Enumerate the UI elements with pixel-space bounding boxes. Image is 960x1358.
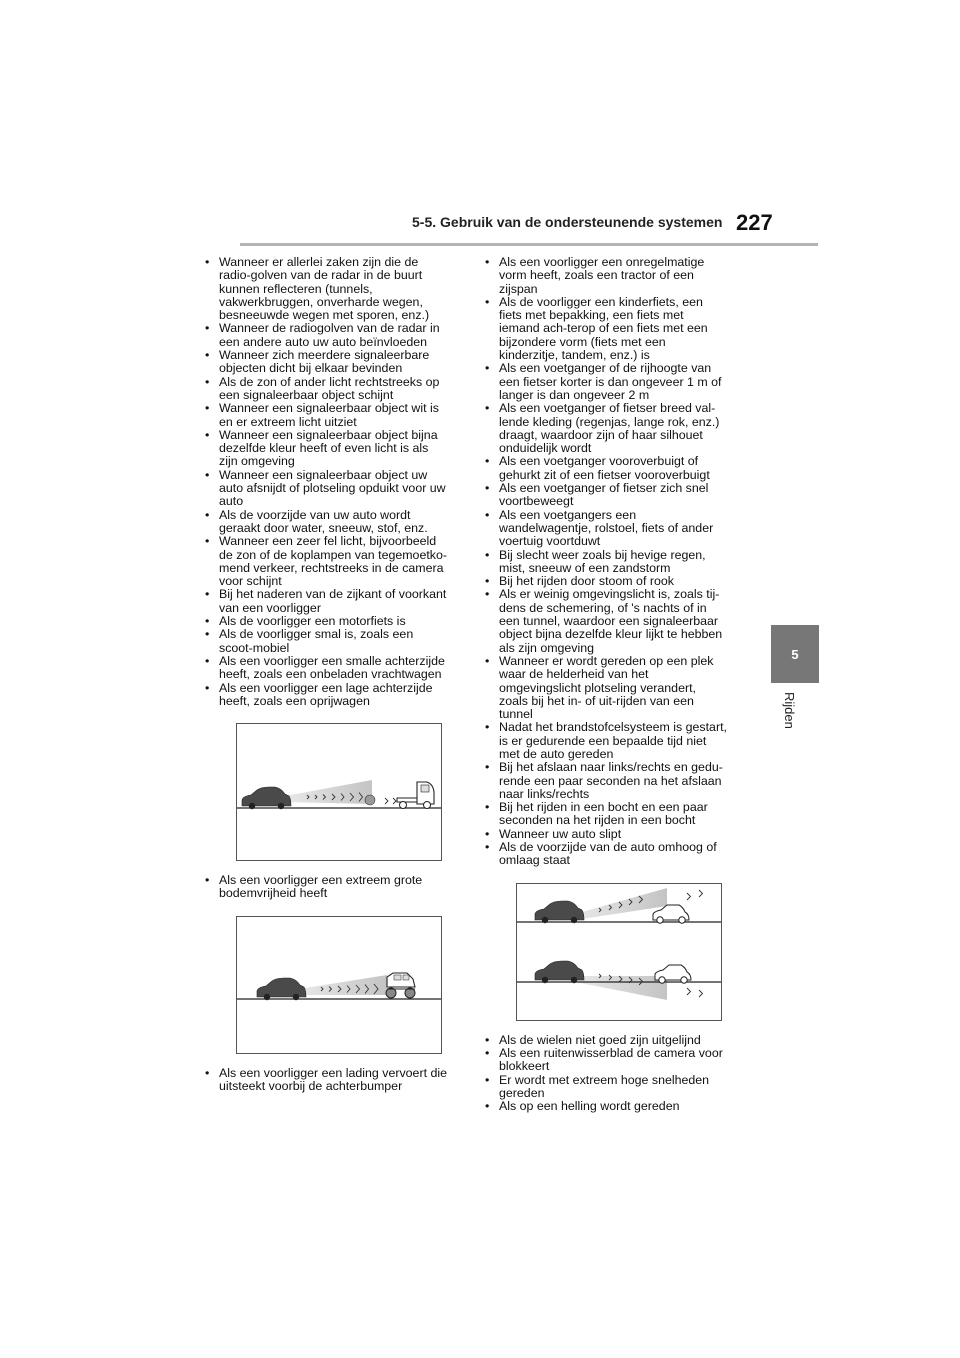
- list-item: • Wanneer er wordt gereden op een plek waar de helderheid van het omgevingslicht plotseling verandert, zoals bij het in- of uit-rijden van een tunnel: [479, 655, 727, 721]
- list-item: • Als een voetganger of fietser zich snel voortbeweegt: [479, 482, 727, 509]
- list-item: • Bij het rijden door stoom of rook: [479, 575, 727, 588]
- list-item: • Als de voorligger een kinderfiets, een fiets met bepakking, een fiets met iemand ach-terop of een fiets met een bijzondere vorm (fiets met een kinderzitje, tandem, enz.) is: [479, 296, 727, 362]
- list-item: • Nadat het brandstofcelsysteem is gestart, is er gedurende een bepaalde tijd niet met de auto gereden: [479, 721, 727, 761]
- list-item: • Wanneer uw auto slipt: [479, 828, 727, 841]
- bullet-list: [199, 256, 447, 708]
- figure-empty-truck: [236, 723, 442, 861]
- bullet-list: [479, 256, 727, 868]
- list-item: • Als een voetganger of de rijhoogte van een fietser korter is dan ongeveer 1 m of langer is dan ongeveer 2 m: [479, 362, 727, 402]
- chapter-number: 5: [791, 646, 799, 662]
- bullet-list: [479, 1034, 727, 1114]
- page-number: 227: [736, 210, 773, 235]
- list-item: • Wanneer de radiogolven van de radar in een andere auto uw auto beïnvloeden: [199, 322, 447, 349]
- list-item: • Als er weinig omgevingslicht is, zoals tij-dens de schemering, of 's nachts of in een tunnel, waardoor een signaleerbaar object bijna dezelfde kleur lijkt te hebben als zijn omgeving: [479, 588, 727, 654]
- list-item: • Als een voetganger vooroverbuigt of gehurkt zit of een fietser vooroverbuigt: [479, 455, 727, 482]
- list-item: • Als de zon of ander licht rechtstreeks op een signaleerbaar object schijnt: [199, 376, 447, 403]
- list-item: • Bij het rijden in een bocht en een paar seconden na het rijden in een bocht: [479, 801, 727, 828]
- figure-high-clearance: [236, 916, 442, 1054]
- car-pitching-illustration: [517, 884, 721, 1020]
- list-item: • Als een voorligger een smalle achterzijde heeft, zoals een onbeladen vrachtwagen: [199, 655, 447, 682]
- list-item: • Wanneer zich meerdere signaleerbare objecten dicht bij elkaar bevinden: [199, 349, 447, 376]
- list-item: • Als de voorligger smal is, zoals een scoot-mobiel: [199, 628, 447, 655]
- car-detecting-high-clearance-illustration: [237, 917, 441, 1053]
- figure-pitching: [516, 883, 722, 1021]
- section-title: 5-5. Gebruik van de ondersteunende systemen: [412, 214, 723, 230]
- list-item: • Als de voorzijde van uw auto wordt geraakt door water, sneeuw, stof, enz.: [199, 509, 447, 536]
- bullet-list: [199, 874, 447, 901]
- list-item: • Als op een helling wordt gereden: [479, 1100, 727, 1113]
- left-column: [199, 256, 447, 1093]
- list-item: • Als de voorligger een motorfiets is: [199, 615, 447, 628]
- list-item: • Als een voorligger een extreem grote bodemvrijheid heeft: [199, 874, 447, 901]
- list-item: • Als een voorligger een lading vervoert die uitsteekt voorbij de achterbumper: [199, 1067, 447, 1094]
- list-item: • Als een voetgangers een wandelwagentje, rolstoel, fiets of ander voertuig voortduwt: [479, 509, 727, 549]
- bullet-list: [199, 1067, 447, 1094]
- list-item: • Wanneer een signaleerbaar object wit is en er extreem licht uitziet: [199, 402, 447, 429]
- list-item: • Er wordt met extreem hoge snelheden gereden: [479, 1074, 727, 1101]
- list-item: • Bij het naderen van de zijkant of voorkant van een voorligger: [199, 588, 447, 615]
- list-item: • Bij slecht weer zoals bij hevige regen, mist, sneeuw of een zandstorm: [479, 549, 727, 576]
- list-item: • Wanneer een zeer fel licht, bijvoorbeeld de zon of de koplampen van tegemoetko-mend verkeer, rechtstreeks in de camera voor schijnt: [199, 535, 447, 588]
- list-item: • Wanneer een signaleerbaar object uw auto afsnijdt of plotseling opduikt voor uw auto: [199, 469, 447, 509]
- chapter-label: Rijden: [782, 692, 797, 729]
- list-item: • Als een voetganger of fietser breed val-lende kleding (regenjas, lange rok, enz.) draagt, waardoor zijn of haar silhouet onduidelijk wordt: [479, 402, 727, 455]
- list-item: • Als een ruitenwisserblad de camera voor blokkeert: [479, 1047, 727, 1074]
- car-detecting-truck-illustration: [237, 724, 441, 860]
- list-item: • Als de wielen niet goed zijn uitgelijnd: [479, 1034, 727, 1047]
- list-item: • Bij het afslaan naar links/rechts en gedu-rende een paar seconden na het afslaan naar links/rechts: [479, 761, 727, 801]
- header-divider: [240, 243, 818, 246]
- list-item: • Wanneer een signaleerbaar object bijna dezelfde kleur heeft of even licht is als zijn omgeving: [199, 429, 447, 469]
- list-item: • Als de voorzijde van de auto omhoog of omlaag staat: [479, 841, 727, 868]
- chapter-tab: [771, 625, 819, 683]
- right-column: [479, 256, 727, 1113]
- list-item: • Als een voorligger een onregelmatige vorm heeft, zoals een tractor of een zijspan: [479, 256, 727, 296]
- list-item: • Wanneer er allerlei zaken zijn die de radio-golven van de radar in de buurt kunnen reflecteren (tunnels, vakwerkbruggen, onverharde wegen, besneeuwde wegen met sporen, enz.): [199, 256, 447, 322]
- list-item: • Als een voorligger een lage achterzijde heeft, zoals een oprijwagen: [199, 682, 447, 709]
